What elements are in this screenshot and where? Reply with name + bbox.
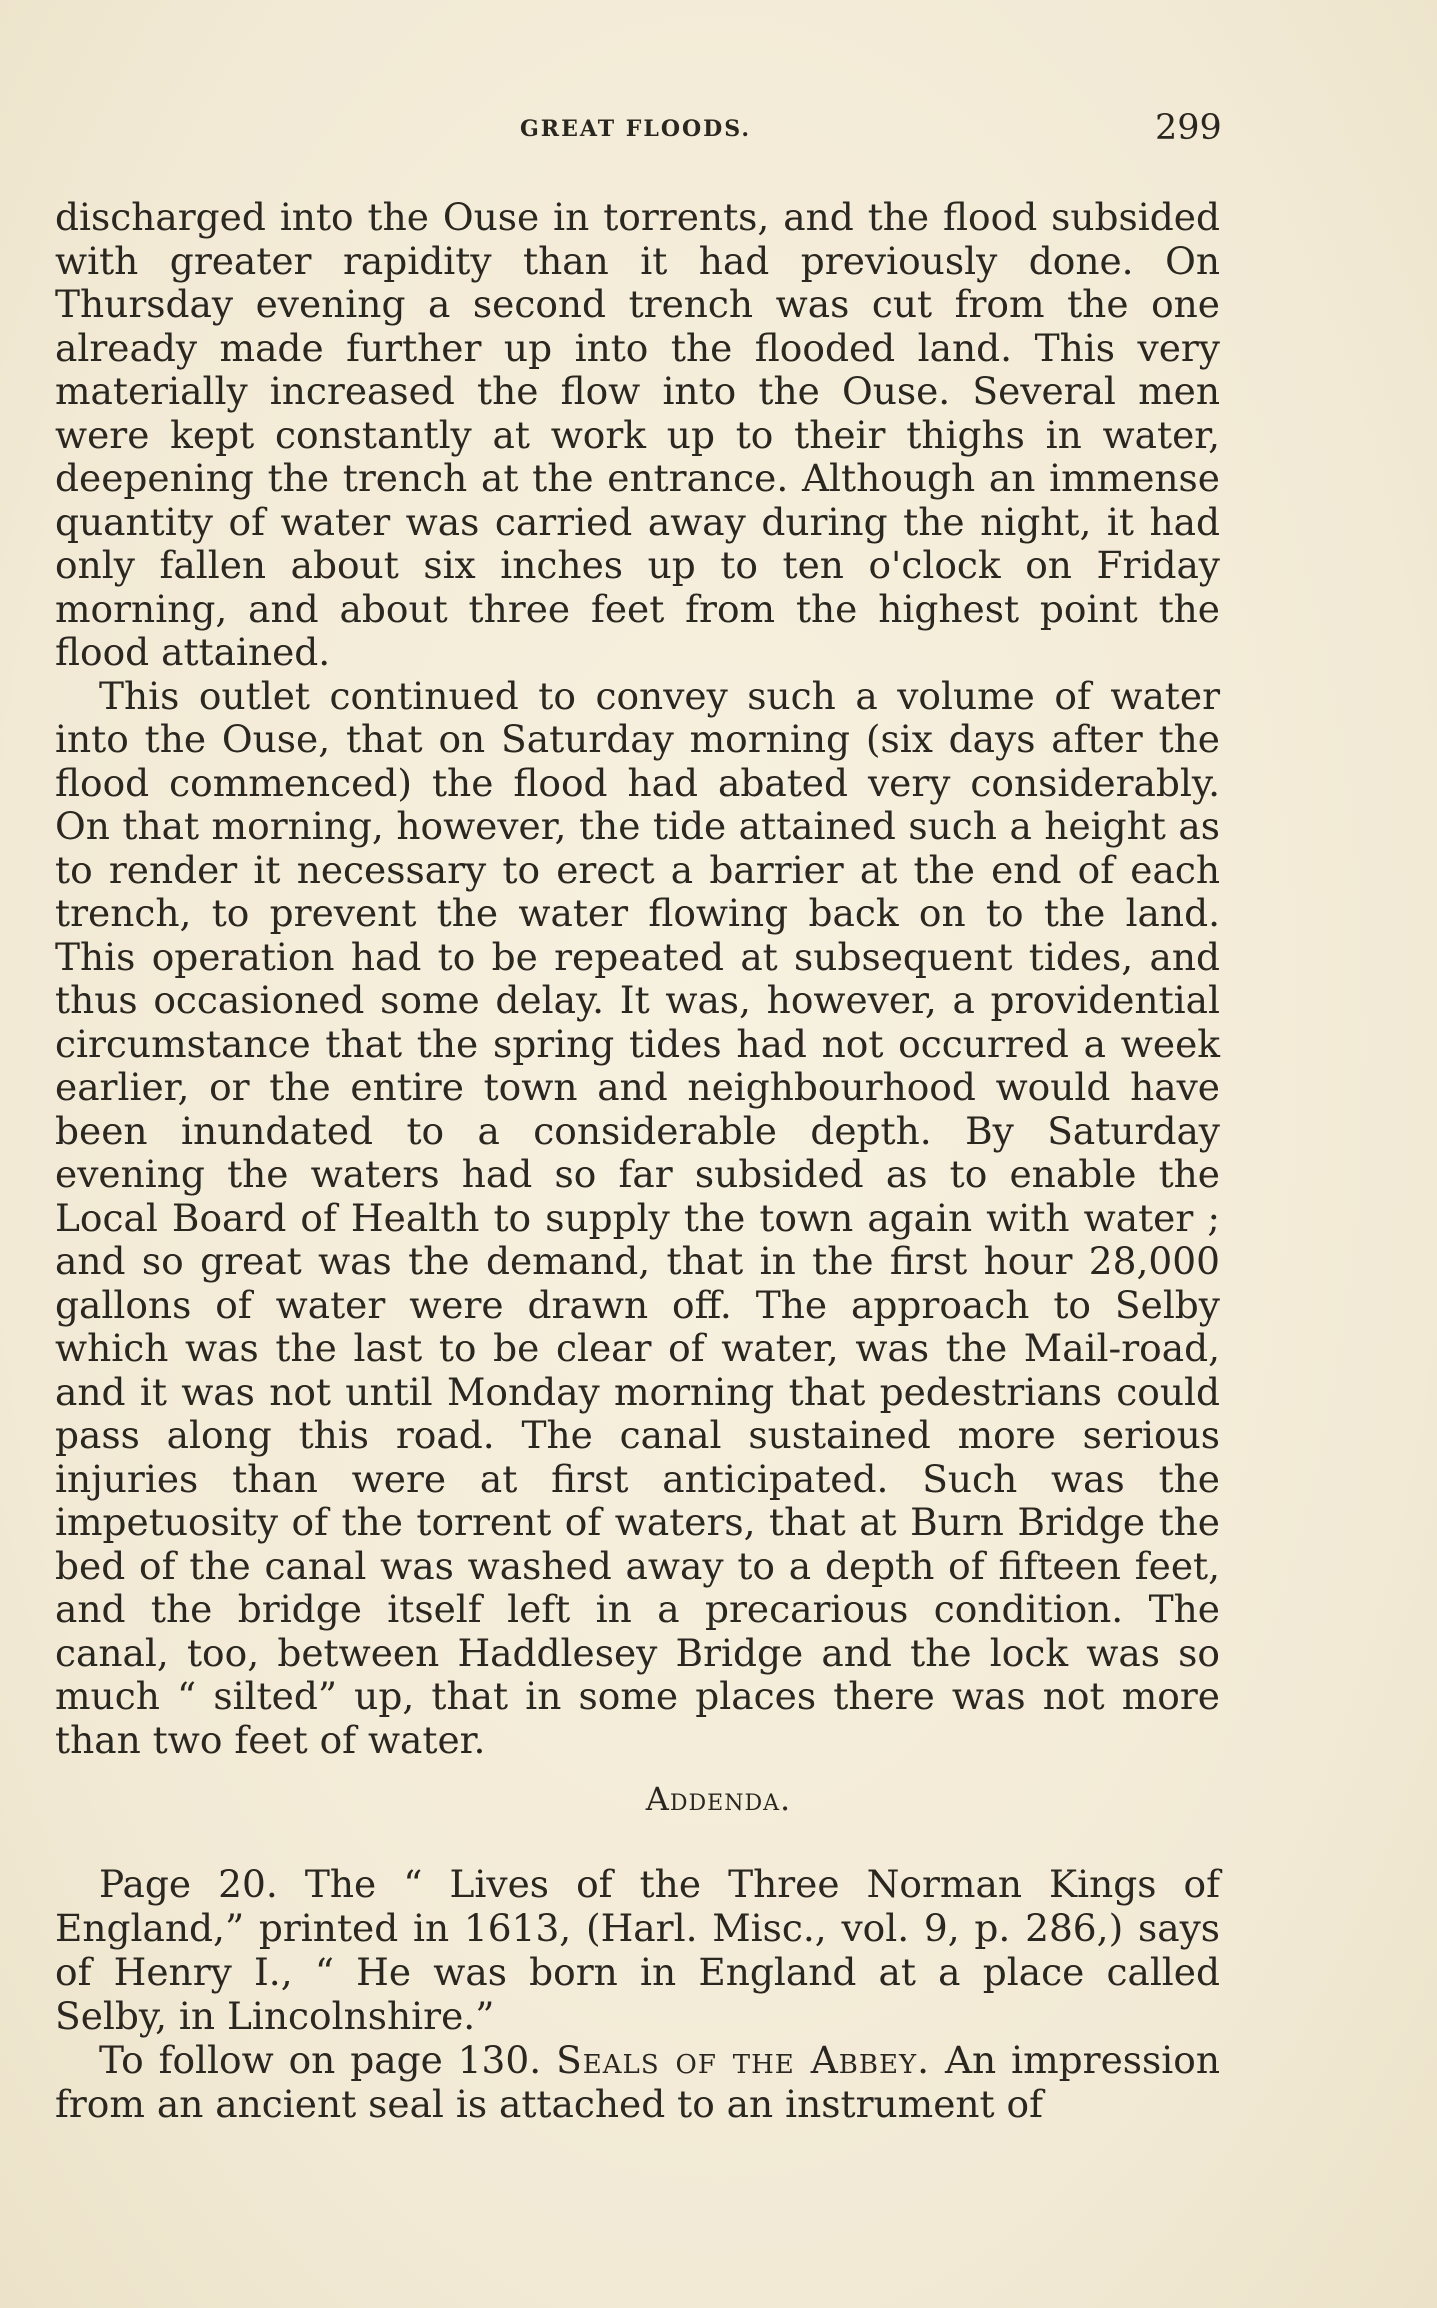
addenda-paragraph: Page 20. The “ Lives of the Three Norman Kings of England,” printed in 1613, (Harl. Misc., vol. 9, p. 286,) says of Henry I., “ He was born in England at a place called Selby, in Lincolnshire.” [55,1862,1220,2038]
running-head [0,108,1437,158]
paragraph: discharged into the Ouse in torrents, and the flood subsided with greater rapidity than it had previously done. On Thursday evening a second trench was cut from the one already made further up into the flooded land. This very materially increased the flow into the Ouse. Several men were kept constantly at work up to their thighs in water, deepening the trench at the entrance. Although an immense quantity of water was carried away during the night, it had only fallen about six inches up to ten o'clock on Friday morning, and about three feet from the highest point the flood attained. [55,195,1220,674]
addenda-lead: To follow on page 130. [99,2038,542,2082]
running-title: GREAT FLOODS. [520,116,751,142]
main-text [55,196,1220,1762]
paragraph: This outlet continued to convey such a volume of water into the Ouse, that on Saturday morning (six days after the flood commenced) the flood had abated very considerably. On that morning, however, the tide attained such a height as to render it necessary to erect a barrier at the end of each trench, to prevent the water flowing back on to the land. This operation had to be repeated at subsequent tides, and thus occasioned some delay. It was, however, a providential circumstance that the spring tides had not occurred a week earlier, or the entire town and neighbourhood would have been inundated to a considerable depth. By Saturday evening the waters had so far subsided as to enable the Local Board of Health to supply the town again with water ; and so great was the demand, that in the first hour 28,000 gallons of water were drawn off. The approach to Selby which was the last to be clear of water, was the Mail-road, and it was not until Monday morning that pedestrians could pass along this road. The canal sustained more serious injuries than were at first anticipated. Such was the impetuosity of the torrent of waters, that at Burn Bridge the bed of the canal was washed away to a depth of fifteen feet, and the bridge itself left in a precarious condition. The canal, too, between Haddlesey Bridge and the lock was so much “ silted” up, that in some places there was not more than two feet of water. [55,673,1220,1762]
page-number: 299 [1155,108,1222,148]
addenda-continuation: An impression from an ancient seal is attached to an instrument of [55,2038,1220,2126]
addenda-heading: Addenda. [645,1780,792,1818]
addenda-paragraph [55,2038,1220,2126]
addenda-text [55,1862,1220,2126]
section-title: Seals of the Abbey. [556,2038,931,2082]
